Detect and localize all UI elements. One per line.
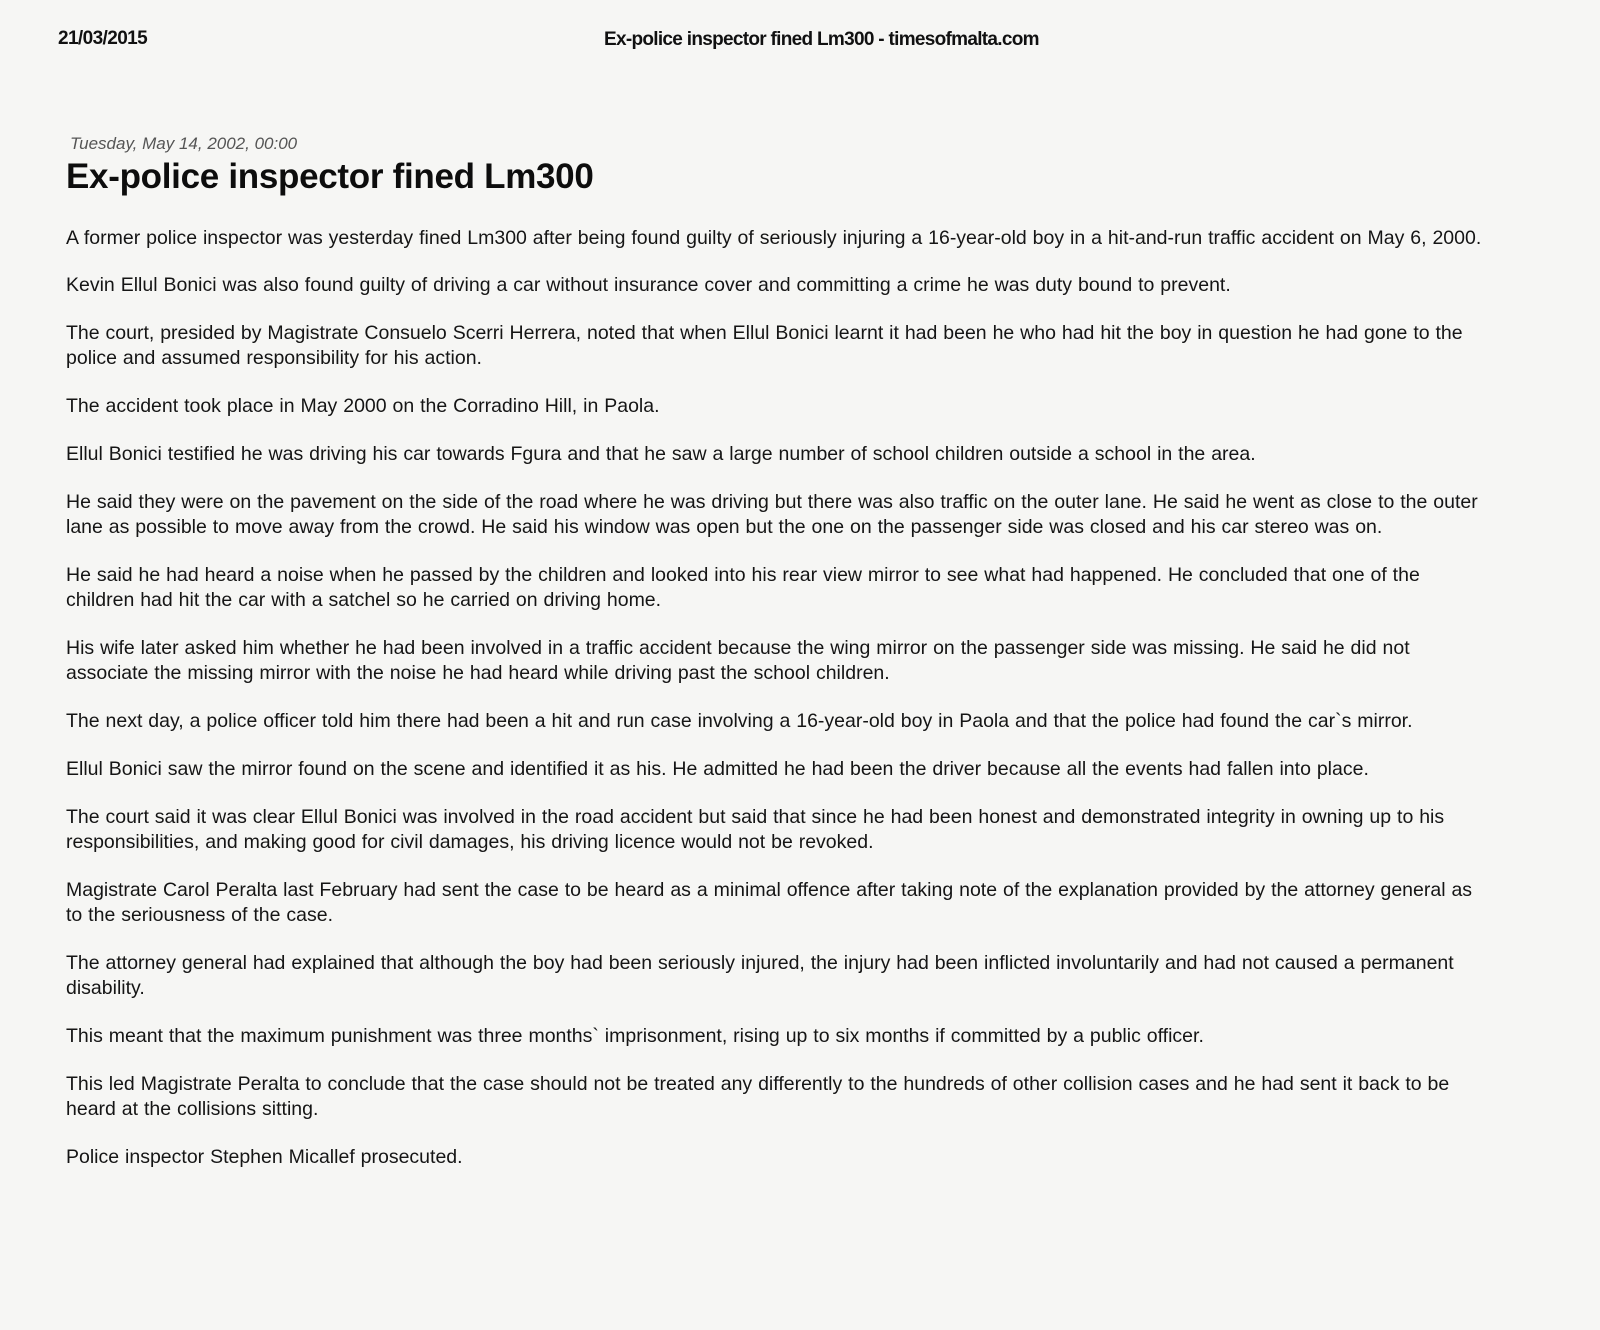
article-paragraph: He said he had heard a noise when he passed by the children and looked into his rear view mirror to see what had happened. He concluded that one of the children had hit the car with a satchel so he carried on driving home. — [66, 564, 1420, 611]
article-paragraph: He said they were on the pavement on the side of the road where he was driving but there was also traffic on the outer lane. He said he went as close to the outer lane as possible to move away from the crowd. He said his window was open but the one on the passenger side was closed and his car stereo was on. — [66, 491, 1478, 538]
article-paragraph: Kevin Ellul Bonici was also found guilty of driving a car without insurance cover and committing a crime he was duty bound to prevent. — [66, 274, 1231, 296]
article-paragraph: The next day, a police officer told him there had been a hit and run case involving a 16-year-old boy in Paola and that the police had found the car`s mirror. — [66, 710, 1413, 732]
article-paragraph: Ellul Bonici testified he was driving his car towards Fgura and that he saw a large number of school children outside a school in the area. — [66, 443, 1256, 465]
article-paragraph: The accident took place in May 2000 on the Corradino Hill, in Paola. — [66, 395, 660, 417]
article-paragraph: His wife later asked him whether he had been involved in a traffic accident because the wing mirror on the passenger side was missing. He said he did not associate the missing mirror with the noise he had heard while driving past the school children. — [66, 637, 1410, 684]
article-headline: Ex-police inspector fined Lm300 — [66, 157, 594, 196]
print-date: 21/03/2015 — [58, 28, 148, 49]
article-paragraph: Magistrate Carol Peralta last February had sent the case to be heard as a minimal offence after taking note of the explanation provided by the attorney general as to the seriousness of the case. — [66, 879, 1473, 926]
print-header — [0, 26, 1600, 56]
article-dateline: Tuesday, May 14, 2002, 00:00 — [70, 134, 298, 153]
article-body — [64, 226, 1484, 1170]
article — [64, 134, 1484, 1193]
article-paragraph: Ellul Bonici saw the mirror found on the scene and identified it as his. He admitted he had been the driver because all the events had fallen into place. — [66, 758, 1369, 780]
article-paragraph: The court, presided by Magistrate Consuelo Scerri Herrera, noted that when Ellul Bonici learnt it had been he who had hit the boy in question he had gone to the police and assumed responsibility for his action. — [66, 322, 1463, 369]
print-page-title: Ex-police inspector fined Lm300 - timesofmalta.com — [604, 29, 1039, 50]
article-paragraph: The court said it was clear Ellul Bonici was involved in the road accident but said that since he had been honest and demonstrated integrity in owning up to his responsibilities, and making good for civil damages, his driving licence would not be revoked. — [66, 806, 1445, 853]
article-paragraph: Police inspector Stephen Micallef prosecuted. — [66, 1146, 463, 1168]
article-paragraph: The attorney general had explained that although the boy had been seriously injured, the injury had been inflicted involuntarily and had not caused a permanent disability. — [66, 952, 1454, 999]
article-paragraph: This led Magistrate Peralta to conclude that the case should not be treated any differently to the hundreds of other collision cases and he had sent it back to be heard at the collisions sitting. — [66, 1073, 1450, 1120]
article-paragraph: This meant that the maximum punishment was three months` imprisonment, rising up to six months if committed by a public officer. — [66, 1025, 1204, 1047]
article-paragraph: A former police inspector was yesterday fined Lm300 after being found guilty of seriously injuring a 16-year-old boy in a hit-and-run traffic accident on May 6, 2000. — [66, 227, 1482, 249]
